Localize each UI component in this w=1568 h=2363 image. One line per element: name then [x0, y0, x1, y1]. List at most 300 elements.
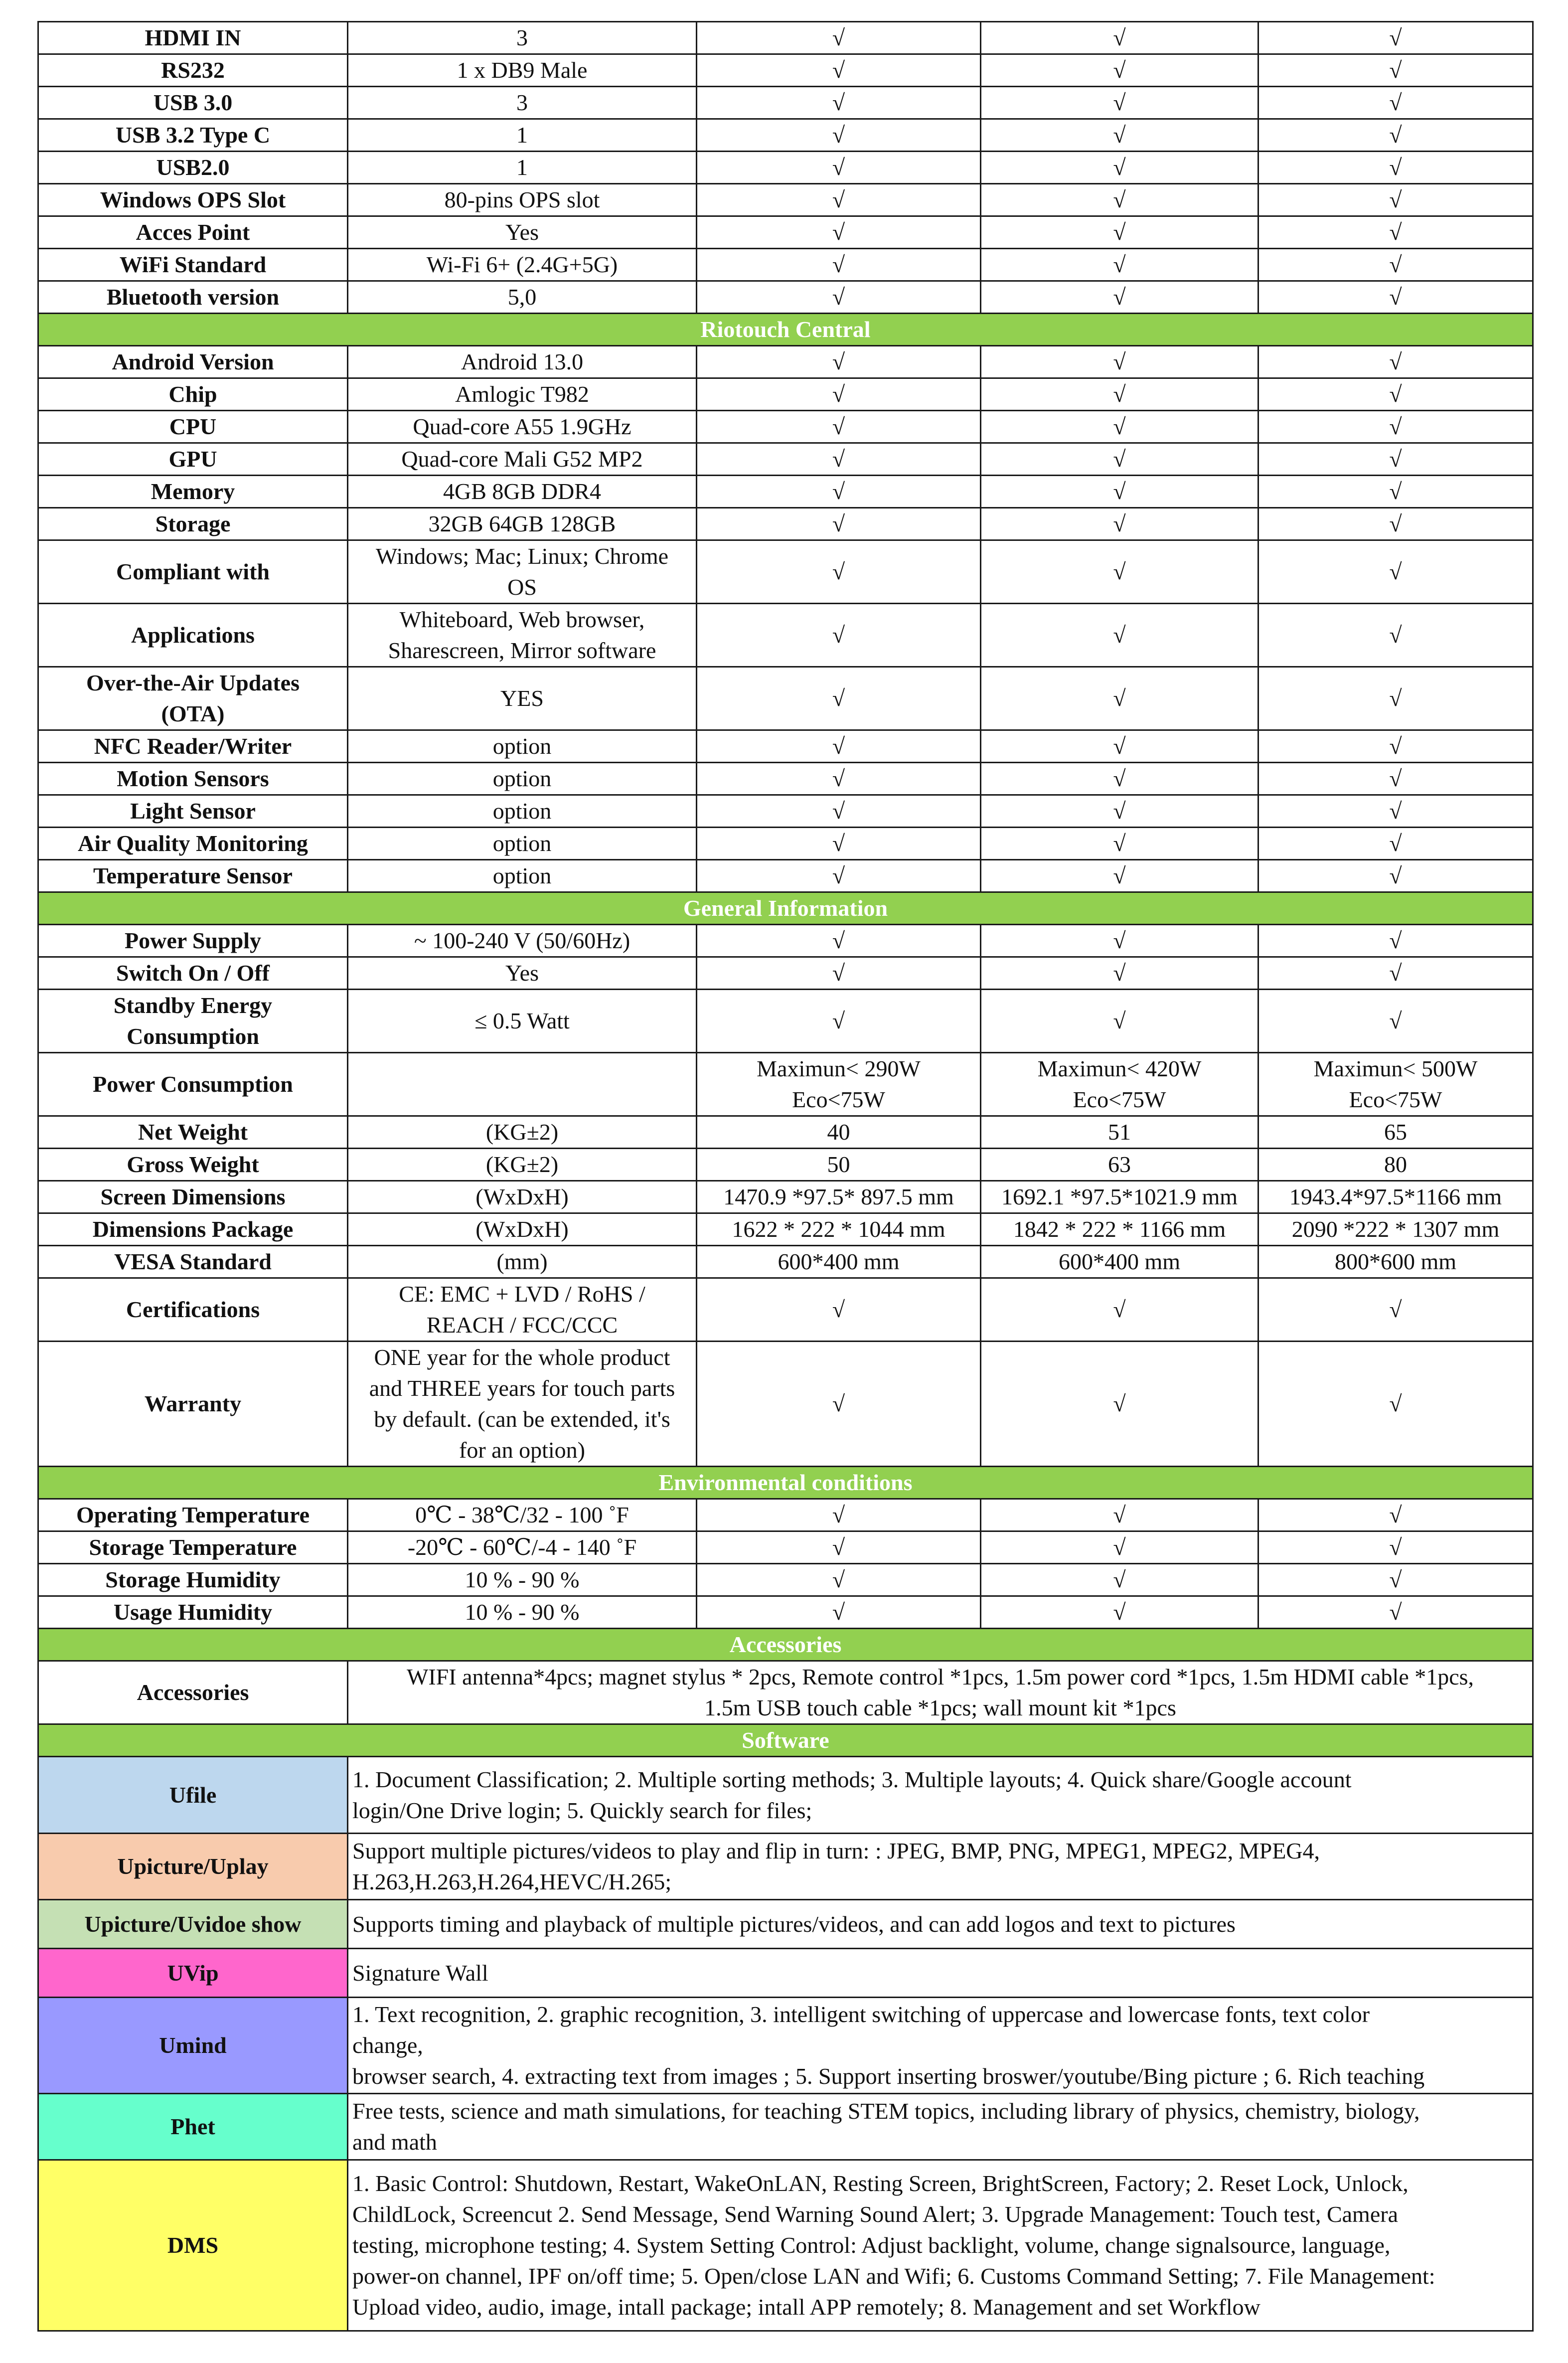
software-label: Upicture/Uplay — [38, 1834, 348, 1900]
check-mark: √ — [697, 346, 981, 378]
option-row — [38, 828, 1533, 860]
check-mark: √ — [1258, 1499, 1533, 1531]
model-value — [697, 1053, 981, 1116]
check-mark: √ — [697, 1564, 981, 1596]
spec-value: option — [348, 763, 697, 795]
check-mark: √ — [981, 730, 1258, 763]
model-value: 63 — [981, 1149, 1258, 1181]
check-mark: √ — [697, 604, 981, 667]
spec-label-line: Consumption — [127, 1023, 259, 1049]
section-header — [38, 1629, 1533, 1661]
check-mark: √ — [981, 1278, 1258, 1342]
check-mark: √ — [1258, 443, 1533, 476]
check-mark: √ — [1258, 216, 1533, 249]
compliant-row — [38, 540, 1533, 604]
spec-value-line: Sharescreen, Mirror software — [388, 638, 656, 663]
check-mark: √ — [697, 828, 981, 860]
section-title: Environmental conditions — [38, 1467, 1533, 1499]
spec-value: 0℃ - 38℃/32 - 100 ˚F — [348, 1499, 697, 1531]
model-value: 2090 *222 * 1307 mm — [1258, 1213, 1533, 1246]
section-header — [38, 1467, 1533, 1499]
spec-label: Warranty — [38, 1342, 348, 1467]
check-mark: √ — [981, 249, 1258, 281]
check-mark: √ — [1258, 730, 1533, 763]
software-description — [348, 2160, 1533, 2331]
check-mark: √ — [1258, 1278, 1533, 1342]
check-mark: √ — [981, 604, 1258, 667]
spec-value-line: for an option) — [459, 1437, 585, 1463]
check-mark: √ — [697, 443, 981, 476]
spec-row — [38, 152, 1533, 184]
spec-value — [348, 1053, 697, 1116]
check-mark: √ — [1258, 119, 1533, 152]
spec-row — [38, 87, 1533, 119]
spec-row — [38, 378, 1533, 411]
spec-label: Compliant with — [38, 540, 348, 604]
spec-row — [38, 184, 1533, 216]
software-row-dms — [38, 2160, 1533, 2331]
software-description-line: 1. Basic Control: Shutdown, Restart, WakeOnLAN, Resting Screen, BrightScreen, Factory; 2. Reset Lock, Unlock, — [352, 2171, 1409, 2196]
check-mark: √ — [1258, 281, 1533, 314]
check-mark: √ — [1258, 990, 1533, 1053]
spec-label — [38, 990, 348, 1053]
model-value: 800*600 mm — [1258, 1246, 1533, 1278]
software-row-ufile — [38, 1757, 1533, 1834]
spec-unit: (WxDxH) — [348, 1181, 697, 1213]
spec-value: 3 — [348, 22, 697, 54]
spec-row — [38, 443, 1533, 476]
spec-label: VESA Standard — [38, 1246, 348, 1278]
check-mark: √ — [1258, 957, 1533, 990]
model-value: 600*400 mm — [981, 1246, 1258, 1278]
check-mark: √ — [981, 925, 1258, 957]
spec-value-line: and THREE years for touch parts — [369, 1375, 675, 1401]
spec-row — [38, 281, 1533, 314]
software-description: Signature Wall — [348, 1949, 1533, 1998]
check-mark: √ — [981, 54, 1258, 87]
spec-value: -20℃ - 60℃/-4 - 140 ˚F — [348, 1531, 697, 1564]
model-value: 65 — [1258, 1116, 1533, 1149]
spec-label: Air Quality Monitoring — [38, 828, 348, 860]
check-mark: √ — [1258, 346, 1533, 378]
spec-value: option — [348, 828, 697, 860]
check-mark: √ — [697, 1596, 981, 1629]
option-row — [38, 860, 1533, 892]
spec-label: Light Sensor — [38, 795, 348, 828]
section-title: Software — [38, 1724, 1533, 1757]
spec-value: Quad-core A55 1.9GHz — [348, 411, 697, 443]
option-row — [38, 763, 1533, 795]
software-description-line: H.263,H.263,H.264,HEVC/H.265; — [352, 1869, 672, 1894]
spec-value: option — [348, 795, 697, 828]
check-mark: √ — [981, 990, 1258, 1053]
check-mark: √ — [1258, 1596, 1533, 1629]
software-description — [348, 1998, 1533, 2094]
check-mark: √ — [981, 22, 1258, 54]
check-mark: √ — [1258, 508, 1533, 540]
check-mark: √ — [981, 667, 1258, 730]
check-mark: √ — [697, 1499, 981, 1531]
spec-label: Storage Humidity — [38, 1564, 348, 1596]
software-label: Upicture/Uvidoe show — [38, 1900, 348, 1949]
check-mark: √ — [981, 346, 1258, 378]
spec-label: Temperature Sensor — [38, 860, 348, 892]
check-mark: √ — [1258, 604, 1533, 667]
check-mark: √ — [697, 1278, 981, 1342]
check-mark: √ — [1258, 249, 1533, 281]
spec-label-line: (OTA) — [161, 701, 225, 726]
check-mark: √ — [1258, 667, 1533, 730]
spec-label: HDMI IN — [38, 22, 348, 54]
section-header — [38, 314, 1533, 346]
model-value-line: Eco<75W — [792, 1087, 885, 1112]
spec-row — [38, 1531, 1533, 1564]
software-description-line: power-on channel, IPF on/off time; 5. Open/close LAN and Wifi; 6. Customs Command Setting; 7. File Management: — [352, 2263, 1435, 2289]
check-mark: √ — [697, 925, 981, 957]
spec-table-body — [38, 22, 1533, 2331]
spec-row — [38, 54, 1533, 87]
spec-value: Yes — [348, 957, 697, 990]
model-value: 40 — [697, 1116, 981, 1149]
spec-value — [348, 1342, 697, 1467]
spec-row — [38, 1564, 1533, 1596]
spec-label: Storage Temperature — [38, 1531, 348, 1564]
spec-label: USB 3.2 Type C — [38, 119, 348, 152]
spec-value: 80-pins OPS slot — [348, 184, 697, 216]
check-mark: √ — [981, 1564, 1258, 1596]
check-mark: √ — [697, 119, 981, 152]
spec-label: Windows OPS Slot — [38, 184, 348, 216]
spec-value: Quad-core Mali G52 MP2 — [348, 443, 697, 476]
spec-value: 4GB 8GB DDR4 — [348, 476, 697, 508]
software-description-line: change, — [352, 2032, 423, 2058]
check-mark: √ — [981, 281, 1258, 314]
spec-row — [38, 1181, 1533, 1213]
check-mark: √ — [1258, 152, 1533, 184]
software-description-line: 1. Document Classification; 2. Multiple sorting methods; 3. Multiple layouts; 4. Quick share/Google account — [352, 1766, 1352, 1792]
spec-row — [38, 925, 1533, 957]
spec-sheet — [37, 21, 1532, 2332]
check-mark: √ — [981, 957, 1258, 990]
check-mark: √ — [1258, 1342, 1533, 1467]
software-description-line: Upload video, audio, image, intall package; intall APP remotely; 8. Management and set Workflow — [352, 2294, 1260, 2320]
spec-row — [38, 1499, 1533, 1531]
check-mark: √ — [697, 957, 981, 990]
check-mark: √ — [981, 119, 1258, 152]
check-mark: √ — [981, 87, 1258, 119]
spec-label: NFC Reader/Writer — [38, 730, 348, 763]
spec-value: 1 — [348, 152, 697, 184]
standby-row — [38, 990, 1533, 1053]
software-description-line: testing, microphone testing; 4. System Setting Control: Adjust backlight, volume, change signalsource, language, — [352, 2232, 1391, 2258]
check-mark: √ — [697, 411, 981, 443]
software-description-line: login/One Drive login; 5. Quickly search for files; — [352, 1797, 812, 1823]
software-description — [348, 1834, 1533, 1900]
spec-value-line: Windows; Mac; Linux; Chrome — [375, 543, 669, 569]
accessories-row — [38, 1661, 1533, 1724]
spec-label — [38, 667, 348, 730]
spec-label: Dimensions Package — [38, 1213, 348, 1246]
check-mark: √ — [981, 443, 1258, 476]
spec-row — [38, 1246, 1533, 1278]
check-mark: √ — [697, 540, 981, 604]
model-value: 51 — [981, 1116, 1258, 1149]
spec-label: Motion Sensors — [38, 763, 348, 795]
check-mark: √ — [981, 860, 1258, 892]
spec-value: 10 % - 90 % — [348, 1564, 697, 1596]
check-mark: √ — [697, 508, 981, 540]
check-mark: √ — [1258, 87, 1533, 119]
software-label: Ufile — [38, 1757, 348, 1834]
model-value-line: Maximun< 420W — [1037, 1056, 1202, 1081]
spec-label: CPU — [38, 411, 348, 443]
power-consumption-row — [38, 1053, 1533, 1116]
spec-value: option — [348, 860, 697, 892]
spec-label: Chip — [38, 378, 348, 411]
software-description-line: Free tests, science and math simulations, for teaching STEM topics, including library of physics, chemistry, biology, — [352, 2098, 1420, 2124]
spec-label: Power Consumption — [38, 1053, 348, 1116]
spec-value: ~ 100-240 V (50/60Hz) — [348, 925, 697, 957]
software-description: Supports timing and playback of multiple pictures/videos, and can add logos and text to pictures — [348, 1900, 1533, 1949]
accessories-text — [348, 1661, 1533, 1724]
check-mark: √ — [697, 152, 981, 184]
spec-unit: (WxDxH) — [348, 1213, 697, 1246]
model-value — [981, 1053, 1258, 1116]
section-title: General Information — [38, 892, 1533, 925]
spec-label: GPU — [38, 443, 348, 476]
check-mark: √ — [1258, 540, 1533, 604]
check-mark: √ — [981, 1531, 1258, 1564]
check-mark: √ — [981, 828, 1258, 860]
model-value: 1470.9 *97.5* 897.5 mm — [697, 1181, 981, 1213]
check-mark: √ — [1258, 1564, 1533, 1596]
model-value-line: Maximun< 290W — [757, 1056, 921, 1081]
spec-label: Certifications — [38, 1278, 348, 1342]
model-value: 1842 * 222 * 1166 mm — [981, 1213, 1258, 1246]
software-row-phet — [38, 2094, 1533, 2160]
spec-label: Bluetooth version — [38, 281, 348, 314]
check-mark: √ — [981, 378, 1258, 411]
check-mark: √ — [1258, 828, 1533, 860]
check-mark: √ — [1258, 411, 1533, 443]
spec-value — [348, 540, 697, 604]
check-mark: √ — [697, 22, 981, 54]
check-mark: √ — [981, 476, 1258, 508]
spec-value: option — [348, 730, 697, 763]
certifications-row — [38, 1278, 1533, 1342]
check-mark: √ — [697, 476, 981, 508]
accessories-text-line: 1.5m USB touch cable *1pcs; wall mount kit *1pcs — [704, 1695, 1176, 1720]
model-value-line: Maximun< 500W — [1313, 1056, 1478, 1081]
spec-unit: (KG±2) — [348, 1116, 697, 1149]
check-mark: √ — [1258, 378, 1533, 411]
spec-value-line: CE: EMC + LVD / RoHS / — [399, 1281, 645, 1307]
spec-table — [37, 21, 1534, 2332]
model-value-line: Eco<75W — [1073, 1087, 1166, 1112]
spec-value: YES — [348, 667, 697, 730]
spec-label-line: Standby Energy — [113, 993, 273, 1018]
model-value: 600*400 mm — [697, 1246, 981, 1278]
spec-label: Storage — [38, 508, 348, 540]
check-mark: √ — [697, 1342, 981, 1467]
spec-label: USB2.0 — [38, 152, 348, 184]
check-mark: √ — [981, 216, 1258, 249]
spec-row — [38, 216, 1533, 249]
spec-label: WiFi Standard — [38, 249, 348, 281]
spec-label: Power Supply — [38, 925, 348, 957]
check-mark: √ — [697, 378, 981, 411]
spec-row — [38, 1149, 1533, 1181]
spec-row — [38, 957, 1533, 990]
model-value — [1258, 1053, 1533, 1116]
spec-label: Accessories — [38, 1661, 348, 1724]
check-mark: √ — [981, 795, 1258, 828]
software-label: Umind — [38, 1998, 348, 2094]
applications-row — [38, 604, 1533, 667]
spec-value: 32GB 64GB 128GB — [348, 508, 697, 540]
spec-row — [38, 411, 1533, 443]
check-mark: √ — [981, 763, 1258, 795]
spec-label: Screen Dimensions — [38, 1181, 348, 1213]
accessories-text-line: WIFI antenna*4pcs; magnet stylus * 2pcs, Remote control *1pcs, 1.5m power cord *1pcs, 1.5m HDMI cable *1pcs, — [406, 1664, 1474, 1689]
check-mark: √ — [697, 87, 981, 119]
check-mark: √ — [981, 1342, 1258, 1467]
ota-row — [38, 667, 1533, 730]
software-description-line: 1. Text recognition, 2. graphic recognition, 3. intelligent switching of uppercase and lowercase fonts, text color — [352, 2002, 1370, 2027]
section-title: Riotouch Central — [38, 314, 1533, 346]
spec-label: RS232 — [38, 54, 348, 87]
warranty-row — [38, 1342, 1533, 1467]
check-mark: √ — [697, 990, 981, 1053]
spec-value-line: REACH / FCC/CCC — [426, 1312, 618, 1338]
model-value-line: Eco<75W — [1349, 1087, 1442, 1112]
section-header — [38, 892, 1533, 925]
spec-label: Operating Temperature — [38, 1499, 348, 1531]
software-label: UVip — [38, 1949, 348, 1998]
spec-value: 1 x DB9 Male — [348, 54, 697, 87]
spec-unit: (KG±2) — [348, 1149, 697, 1181]
software-row-uvidoe — [38, 1900, 1533, 1949]
spec-value — [348, 604, 697, 667]
spec-value: Yes — [348, 216, 697, 249]
spec-row — [38, 1213, 1533, 1246]
spec-label-line: Over-the-Air Updates — [86, 670, 300, 695]
check-mark: √ — [697, 860, 981, 892]
check-mark: √ — [1258, 476, 1533, 508]
check-mark: √ — [1258, 763, 1533, 795]
check-mark: √ — [1258, 22, 1533, 54]
check-mark: √ — [697, 667, 981, 730]
spec-label: Applications — [38, 604, 348, 667]
software-row-umind — [38, 1998, 1533, 2094]
software-description — [348, 2094, 1533, 2160]
spec-value: 3 — [348, 87, 697, 119]
spec-value: Android 13.0 — [348, 346, 697, 378]
model-value: 1943.4*97.5*1166 mm — [1258, 1181, 1533, 1213]
software-description — [348, 1757, 1533, 1834]
spec-value: 5,0 — [348, 281, 697, 314]
spec-row — [38, 508, 1533, 540]
option-row — [38, 795, 1533, 828]
check-mark: √ — [981, 508, 1258, 540]
software-description-line: browser search, 4. extracting text from images ; 5. Support inserting broswer/youtube/Bing picture ; 6. Rich teaching — [352, 2063, 1425, 2089]
option-row — [38, 730, 1533, 763]
check-mark: √ — [981, 184, 1258, 216]
software-description-line: and math — [352, 2129, 437, 2155]
spec-value-line: OS — [507, 574, 537, 600]
software-label: Phet — [38, 2094, 348, 2160]
check-mark: √ — [697, 795, 981, 828]
spec-unit: (mm) — [348, 1246, 697, 1278]
software-row-uplay — [38, 1834, 1533, 1900]
check-mark: √ — [697, 249, 981, 281]
check-mark: √ — [981, 152, 1258, 184]
spec-label: Gross Weight — [38, 1149, 348, 1181]
section-title: Accessories — [38, 1629, 1533, 1661]
check-mark: √ — [697, 1531, 981, 1564]
check-mark: √ — [981, 540, 1258, 604]
spec-value: Wi-Fi 6+ (2.4G+5G) — [348, 249, 697, 281]
check-mark: √ — [1258, 54, 1533, 87]
spec-label: Acces Point — [38, 216, 348, 249]
model-value: 80 — [1258, 1149, 1533, 1181]
spec-row — [38, 476, 1533, 508]
check-mark: √ — [1258, 860, 1533, 892]
spec-label: Memory — [38, 476, 348, 508]
spec-row — [38, 1116, 1533, 1149]
spec-value-line: by default. (can be extended, it's — [374, 1406, 670, 1432]
spec-value-line: Whiteboard, Web browser, — [399, 607, 645, 632]
model-value: 1692.1 *97.5*1021.9 mm — [981, 1181, 1258, 1213]
check-mark: √ — [1258, 925, 1533, 957]
spec-label: Switch On / Off — [38, 957, 348, 990]
model-value: 50 — [697, 1149, 981, 1181]
spec-row — [38, 22, 1533, 54]
check-mark: √ — [981, 1499, 1258, 1531]
spec-row — [38, 119, 1533, 152]
check-mark: √ — [981, 1596, 1258, 1629]
section-header — [38, 1724, 1533, 1757]
spec-label: Android Version — [38, 346, 348, 378]
check-mark: √ — [697, 184, 981, 216]
spec-value — [348, 1278, 697, 1342]
check-mark: √ — [981, 411, 1258, 443]
check-mark: √ — [697, 730, 981, 763]
software-description-line: ChildLock, Screencut 2. Send Message, Send Warning Sound Alert; 3. Upgrade Management: Touch test, Camera — [352, 2201, 1398, 2227]
model-value: 1622 * 222 * 1044 mm — [697, 1213, 981, 1246]
check-mark: √ — [1258, 184, 1533, 216]
spec-label: Net Weight — [38, 1116, 348, 1149]
spec-value: ≤ 0.5 Watt — [348, 990, 697, 1053]
software-label: DMS — [38, 2160, 348, 2331]
check-mark: √ — [1258, 1531, 1533, 1564]
check-mark: √ — [1258, 795, 1533, 828]
software-row-uvip — [38, 1949, 1533, 1998]
spec-row — [38, 346, 1533, 378]
spec-value-line: ONE year for the whole product — [374, 1345, 670, 1370]
spec-label: Usage Humidity — [38, 1596, 348, 1629]
spec-value: 10 % - 90 % — [348, 1596, 697, 1629]
spec-label: USB 3.0 — [38, 87, 348, 119]
software-description-line: Support multiple pictures/videos to play and flip in turn: : JPEG, BMP, PNG, MPEG1, MPEG2, MPEG4, — [352, 1838, 1320, 1863]
spec-value: Amlogic T982 — [348, 378, 697, 411]
check-mark: √ — [697, 54, 981, 87]
spec-row — [38, 1596, 1533, 1629]
check-mark: √ — [697, 763, 981, 795]
check-mark: √ — [697, 281, 981, 314]
spec-row — [38, 249, 1533, 281]
check-mark: √ — [697, 216, 981, 249]
